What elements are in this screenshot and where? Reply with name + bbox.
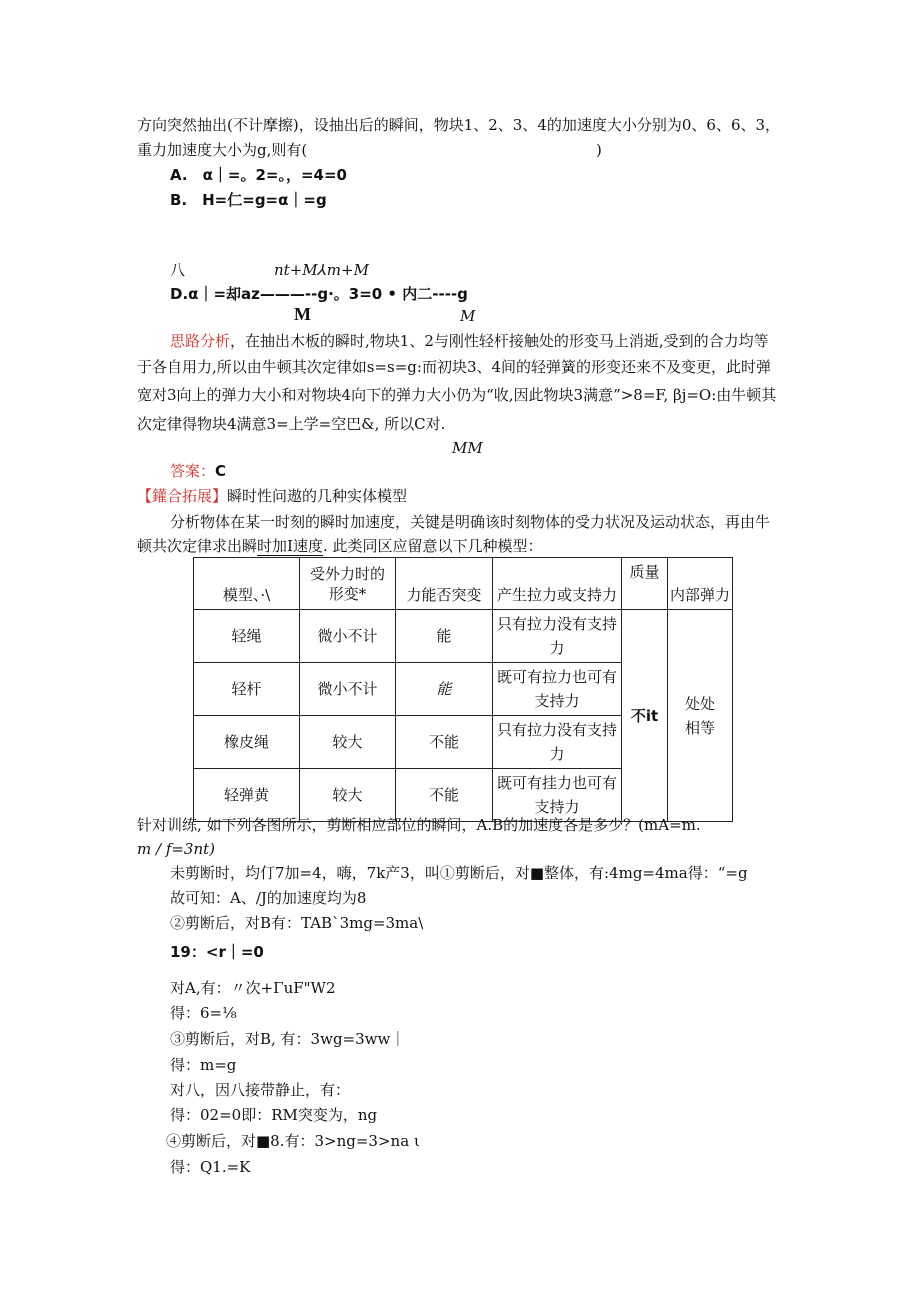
fragment-ba: 八 <box>170 261 186 279</box>
row-force: 只有拉力没有支持 力 <box>493 716 622 769</box>
internal-cell: 处处 相等 <box>668 610 733 822</box>
row-force: 既可有拉力也可有 支持力 <box>493 663 622 716</box>
training-line-5: ②剪断后，对B有：TAB`3mg=3ma\ <box>170 914 424 932</box>
row-force: 既可有挂力也可有 支持力 <box>493 769 622 822</box>
row-deform: 较大 <box>300 716 396 769</box>
training-line-7: 对A,有：〃次+ΓuF"W2 <box>170 979 336 997</box>
row-deform: 较大 <box>300 769 396 822</box>
row-model: 轻绳 <box>194 610 300 663</box>
extension-para-2b: 时加I速度 <box>257 537 323 555</box>
row-model: 轻杆 <box>194 663 300 716</box>
option-b: B. H=仁=g=α｜=g <box>170 191 327 209</box>
model-table <box>193 557 733 822</box>
training-line-3: 未剪断时，均仃7加=4，嗨，7k产3，叫①剪断后，对■整体，有:4mg=4ma得：“=g <box>170 864 748 882</box>
option-a: A. α｜=。2=。，=4=0 <box>170 166 347 184</box>
analysis-line-1 <box>170 330 769 352</box>
header-mutation: 力能否突变 <box>396 558 493 610</box>
training-line-6: 19：<r｜=0 <box>170 943 264 961</box>
header-deform: 受外力时的 形变* <box>300 558 396 610</box>
analysis-text-1: ，在抽出木板的瞬时,物块1、2与刚性轻杆接触处的形变马上消逝,受到的合力均等 <box>230 332 769 350</box>
training-line-12: 得：02=0即：RM突变为，ng <box>170 1106 378 1124</box>
extension-title: 瞬时性问遨的几种实体模型 <box>227 487 408 505</box>
analysis-line-3: 宽对3向上的弹力大小和对物块4向下的弹力大小仍为“收,因此物块3满意”>8=F, βj=O:由牛顿其 <box>137 386 777 404</box>
header-internal: 内部弹力 <box>668 558 733 610</box>
training-line-11: 对八，因八接带静止，有： <box>170 1081 351 1099</box>
problem-line-2: 重力加速度大小为g,则有( <box>137 141 308 159</box>
extension-para-2c: . 此类同区应留意以下几种模型： <box>322 537 543 555</box>
analysis-fragment-mm: MM <box>452 439 483 457</box>
table-header-row <box>194 558 733 610</box>
extension-para-1: 分析物体在某一时刻的瞬时加速度，关键是明确该时刻物体的受力状况及运动状态，再由牛 <box>170 513 771 531</box>
analysis-line-4: 次定律得物块4满意3=上学=空巴&, 所以C对. <box>137 415 446 433</box>
header-force: 产生拉力或支持力 <box>493 558 622 610</box>
row-mutation: 不能 <box>396 769 493 822</box>
table-row <box>194 610 733 663</box>
training-line-14: 得：Q1.=K <box>170 1158 251 1176</box>
row-model: 橡皮绳 <box>194 716 300 769</box>
mass-cell: 不it <box>622 610 668 822</box>
problem-paren-close: ) <box>596 141 602 159</box>
extension-heading <box>137 485 407 507</box>
analysis-line-2: 于各自用力,所以由牛顿其次定律如s=s=g:而初块3、4间的轻弹簧的形变还来不及变更，此时弹 <box>137 358 772 376</box>
row-mutation: 不能 <box>396 716 493 769</box>
extension-para-2a: 顿共次定律求出瞬 <box>137 537 258 555</box>
row-force: 只有拉力没有支持 力 <box>493 610 622 663</box>
row-deform: 微小不计 <box>300 610 396 663</box>
option-d: D.α｜=却az———--g·。3=0 • 内二----g <box>170 285 468 303</box>
training-line-10: 得：m=g <box>170 1056 237 1074</box>
extension-para-2 <box>137 535 543 557</box>
answer-line <box>170 460 226 482</box>
training-line-13: ④剪断后，对■8.有：3>ng=3>na ι <box>166 1132 420 1150</box>
training-line-2: m / f=3nt) <box>137 840 216 858</box>
header-mass: 质量 <box>622 558 668 610</box>
row-model: 轻弹黄 <box>194 769 300 822</box>
fraction-numerator: nt+M⅄m+M <box>274 261 369 279</box>
header-model: 模型、·\ <box>194 558 300 610</box>
answer-value: C <box>215 462 227 480</box>
row-deform: 微小不计 <box>300 663 396 716</box>
answer-label: 答案： <box>170 462 216 480</box>
training-line-1: 针对训练, 如下列各图所示，剪断相应部位的瞬间，A.B的加速度各是多少？(mA=m. <box>137 816 701 834</box>
problem-line-1: 方向突然抽出(不计摩擦)，设抽出后的瞬间，物块1、2、3、4的加速度大小分别为0、6、6、3， <box>137 116 781 134</box>
analysis-label: 思路分析 <box>170 332 231 350</box>
training-line-9: ③剪断后，对B, 有：3wg=3ww｜ <box>170 1030 406 1048</box>
training-line-4: 故可知：A、/J的加速度均为8 <box>170 889 367 907</box>
fraction-denominator-m2: M <box>460 307 476 325</box>
row-mutation: 能 <box>396 610 493 663</box>
training-line-8: 得：6=⅛ <box>170 1004 237 1022</box>
extension-label: 【鑵合拓展】 <box>137 487 228 505</box>
row-mutation: 能 <box>396 663 493 716</box>
fraction-denominator-m: M <box>294 304 311 324</box>
